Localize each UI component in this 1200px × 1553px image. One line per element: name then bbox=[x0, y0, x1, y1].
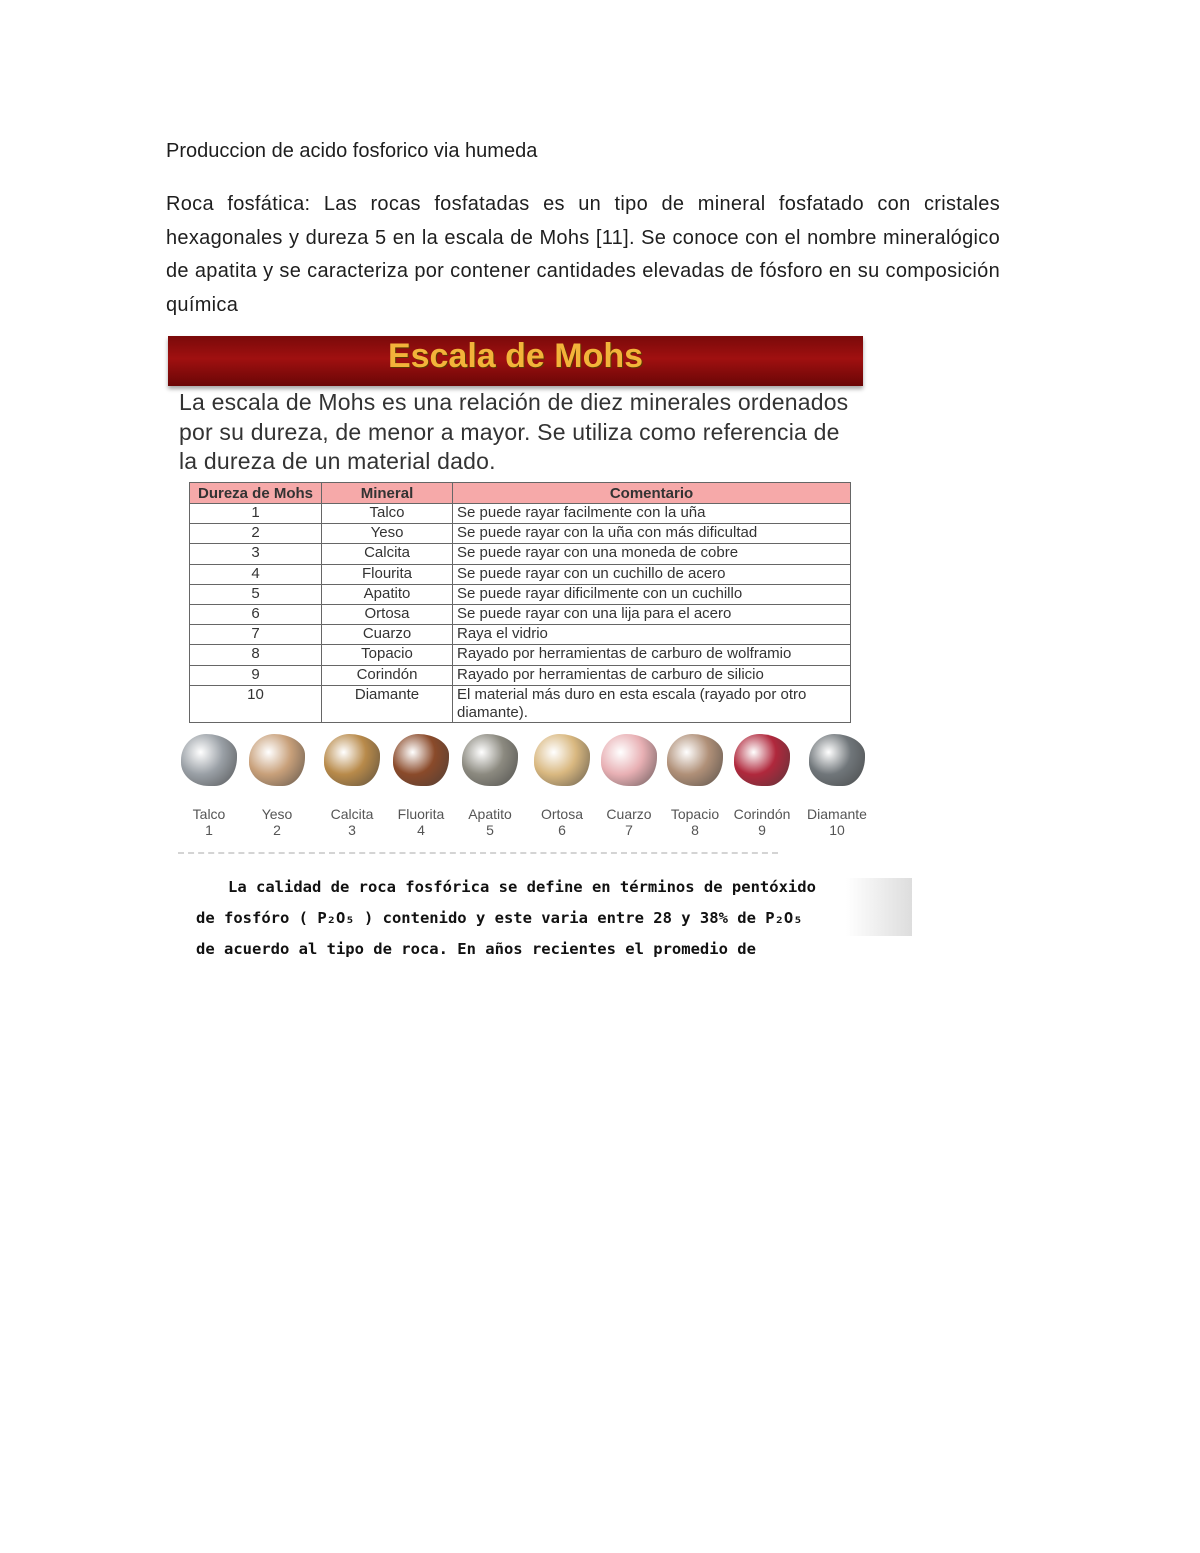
table-header-row bbox=[190, 483, 851, 504]
cell-comentario: Se puede rayar dificilmente con un cuchillo bbox=[453, 584, 851, 604]
mineral-name: Corindón bbox=[733, 806, 791, 822]
mineral-rock-image bbox=[734, 734, 790, 786]
cell-dureza: 7 bbox=[190, 625, 322, 645]
cell-dureza: 2 bbox=[190, 524, 322, 544]
cell-mineral: Talco bbox=[322, 504, 453, 524]
figure-intro-text: La escala de Mohs es una relación de diez minerales ordenados por su dureza, de menor a mayor. Se utiliza como referencia de la dureza de un material dado. bbox=[179, 389, 849, 474]
mineral-name: Yeso bbox=[261, 806, 293, 822]
cell-comentario: Se puede rayar con un cuchillo de acero bbox=[453, 564, 851, 584]
mineral-number: 4 bbox=[417, 822, 425, 838]
cell-comentario: Rayado por herramientas de carburo de silicio bbox=[453, 665, 851, 685]
mineral-number: 6 bbox=[558, 822, 566, 838]
cell-dureza: 6 bbox=[190, 604, 322, 624]
table-row bbox=[190, 524, 851, 544]
cell-mineral: Apatito bbox=[322, 584, 453, 604]
mineral-sample bbox=[386, 734, 456, 839]
cell-dureza: 1 bbox=[190, 504, 322, 524]
mineral-number: 7 bbox=[625, 822, 633, 838]
table-row bbox=[190, 584, 851, 604]
cell-comentario: Se puede rayar con la uña con más dificultad bbox=[453, 524, 851, 544]
cell-dureza: 8 bbox=[190, 645, 322, 665]
cell-mineral: Cuarzo bbox=[322, 625, 453, 645]
mineral-samples-row bbox=[176, 734, 866, 846]
mineral-number: 8 bbox=[691, 822, 699, 838]
table-row bbox=[190, 665, 851, 685]
cell-dureza: 10 bbox=[190, 685, 322, 722]
cell-mineral: Ortosa bbox=[322, 604, 453, 624]
cell-comentario: El material más duro en esta escala (rayado por otro diamante). bbox=[453, 685, 851, 722]
mineral-rock-image bbox=[249, 734, 305, 786]
mineral-sample bbox=[727, 734, 797, 839]
mineral-name: Diamante bbox=[807, 806, 867, 822]
mineral-name: Fluorita bbox=[397, 806, 445, 822]
cell-mineral: Corindón bbox=[322, 665, 453, 685]
scanned-text-block bbox=[196, 872, 916, 965]
cell-mineral: Diamante bbox=[322, 685, 453, 722]
mineral-number: 10 bbox=[829, 822, 845, 838]
mineral-rock-image bbox=[667, 734, 723, 786]
table-row bbox=[190, 564, 851, 584]
mohs-table bbox=[189, 482, 851, 723]
mineral-number: 5 bbox=[486, 822, 494, 838]
header-mineral: Mineral bbox=[322, 483, 453, 504]
scan-line-2: de fosfóro ( P₂O₅ ) contenido y este varia entre 28 y 38% de P₂O₅ bbox=[196, 909, 803, 927]
mineral-number: 9 bbox=[758, 822, 766, 838]
mineral-name: Cuarzo bbox=[606, 806, 652, 822]
cell-dureza: 3 bbox=[190, 544, 322, 564]
document-title: Produccion de acido fosforico via humeda bbox=[166, 140, 538, 162]
table-row bbox=[190, 685, 851, 722]
mineral-sample bbox=[802, 734, 872, 839]
cell-dureza: 4 bbox=[190, 564, 322, 584]
mineral-sample bbox=[174, 734, 244, 839]
cell-comentario: Se puede rayar facilmente con la uña bbox=[453, 504, 851, 524]
mineral-number: 2 bbox=[273, 822, 281, 838]
scan-line-1: La calidad de roca fosfórica se define en términos de pentóxido bbox=[228, 878, 816, 896]
mineral-sample bbox=[455, 734, 525, 839]
mineral-rock-image bbox=[809, 734, 865, 786]
mineral-sample bbox=[242, 734, 312, 839]
mineral-rock-image bbox=[601, 734, 657, 786]
mineral-rock-image bbox=[181, 734, 237, 786]
cell-mineral: Flourita bbox=[322, 564, 453, 584]
mineral-rock-image bbox=[324, 734, 380, 786]
header-comentario: Comentario bbox=[453, 483, 851, 504]
table-row bbox=[190, 544, 851, 564]
dashed-divider bbox=[178, 852, 778, 854]
table-row bbox=[190, 625, 851, 645]
mineral-name: Topacio bbox=[670, 806, 720, 822]
cell-dureza: 9 bbox=[190, 665, 322, 685]
cell-mineral: Yeso bbox=[322, 524, 453, 544]
cell-comentario: Se puede rayar con una lija para el acero bbox=[453, 604, 851, 624]
mineral-sample bbox=[660, 734, 730, 839]
mineral-name: Calcita bbox=[330, 806, 374, 822]
mineral-rock-image bbox=[462, 734, 518, 786]
cell-mineral: Calcita bbox=[322, 544, 453, 564]
mineral-sample bbox=[317, 734, 387, 839]
mineral-sample bbox=[594, 734, 664, 839]
cell-mineral: Topacio bbox=[322, 645, 453, 665]
mineral-name: Ortosa bbox=[540, 806, 583, 822]
figure-title: Escala de Mohs bbox=[387, 337, 644, 375]
table-row bbox=[190, 604, 851, 624]
cell-comentario: Se puede rayar con una moneda de cobre bbox=[453, 544, 851, 564]
mineral-name: Talco bbox=[192, 806, 226, 822]
body-paragraph: Roca fosfática: Las rocas fosfatadas es un tipo de mineral fosfatado con cristales hexagonales y dureza 5 en la escala de Mohs [11]. Se conoce con el nombre mineralógico de apatita y se caracteriza por contener cantidades elevadas de fósforo en su composición química bbox=[166, 193, 1000, 316]
cell-comentario: Rayado por herramientas de carburo de wolframio bbox=[453, 645, 851, 665]
table-row bbox=[190, 645, 851, 665]
mineral-sample bbox=[527, 734, 597, 839]
mineral-rock-image bbox=[534, 734, 590, 786]
mohs-scale-figure bbox=[168, 336, 867, 861]
table-row bbox=[190, 504, 851, 524]
cell-comentario: Raya el vidrio bbox=[453, 625, 851, 645]
scan-line-3: de acuerdo al tipo de roca. En años recientes el promedio de bbox=[196, 940, 756, 958]
cell-dureza: 5 bbox=[190, 584, 322, 604]
mineral-name: Apatito bbox=[468, 806, 512, 822]
header-dureza: Dureza de Mohs bbox=[190, 483, 322, 504]
mineral-number: 3 bbox=[348, 822, 356, 838]
mineral-number: 1 bbox=[205, 822, 213, 838]
mineral-rock-image bbox=[393, 734, 449, 786]
